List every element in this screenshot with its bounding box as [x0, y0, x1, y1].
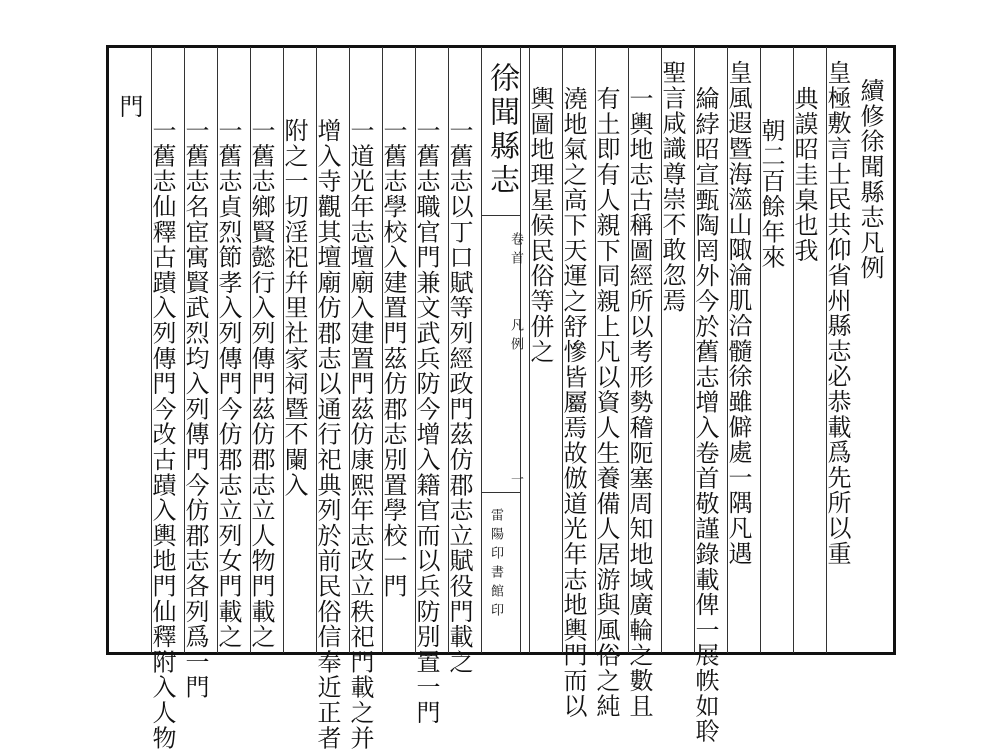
text-column: 一舊志仙釋古蹟入列傳門今改古蹟入輿地門仙釋附入人物 — [148, 118, 176, 751]
text-column: 一舊志名宦寓賢武烈均入列傳門今仿郡志各列爲一門 — [181, 118, 209, 700]
text-column: 一舊志學校入建置門茲仿郡志別置學校一門 — [379, 118, 407, 599]
document-title: 續修徐聞縣志凡例 — [856, 78, 884, 281]
text-column: 增入寺觀其壇廟仿郡志以通行祀典列於前民俗信奉近正者 — [313, 118, 341, 751]
printer-label: 雷陽印書館印 — [488, 508, 503, 622]
text-column: 一舊志職官門兼文武兵防今增入籍官而以兵防別置一門 — [412, 118, 440, 726]
text-column: 澆地氣之高下天運之舒慘皆屬焉故倣道光年志地輿門而以 — [559, 86, 587, 719]
text-column: 聖言咸識尊崇不敢忽焉 — [658, 60, 686, 313]
text-column: 朝二百餘年來 — [757, 118, 785, 270]
text-column: 一舊志鄉賢懿行入列傳門茲仿郡志立人物門載之 — [247, 118, 275, 650]
section-label: 卷首 — [508, 232, 523, 270]
page-number: 一 — [508, 472, 523, 491]
text-column: 一舊志貞烈節孝入列傳門今仿郡志立列女門載之 — [214, 118, 242, 650]
text-column: 皇極敷言士民共仰省州縣志必恭載爲先所以重 — [823, 60, 851, 566]
text-column: 輿圖地理星候民俗等併之 — [526, 86, 554, 365]
book-title: 徐聞縣志 — [484, 62, 519, 198]
text-column: 門 — [115, 94, 143, 120]
subsection-label: 凡例 — [508, 318, 523, 356]
text-column: 一道光年志壇廟入建置門茲仿康熙年志改立秩祀門載之并 — [346, 118, 374, 751]
text-column: 一輿地志古稱圖經所以考形勢稽阨塞周知地域廣輪之數且 — [625, 86, 653, 719]
text-column: 一舊志以丁口賦等列經政門茲仿郡志立賦役門載之 — [445, 118, 473, 675]
text-column: 典謨昭圭臬也我 — [790, 86, 818, 264]
text-column: 有土即有人親下同親上凡以資人生養備人居游與風俗之純 — [592, 86, 620, 719]
text-column: 附之一切淫祀幷里社家祠暨不闌入 — [280, 118, 308, 498]
text-column: 皇風遐暨海澨山陬淪肌洽髓徐雖僻處一隅凡遇 — [724, 60, 752, 566]
text-column: 綸綍昭宣甄陶罔外今於舊志增入卷首敬謹錄載俾一展帙如聆 — [691, 86, 719, 744]
